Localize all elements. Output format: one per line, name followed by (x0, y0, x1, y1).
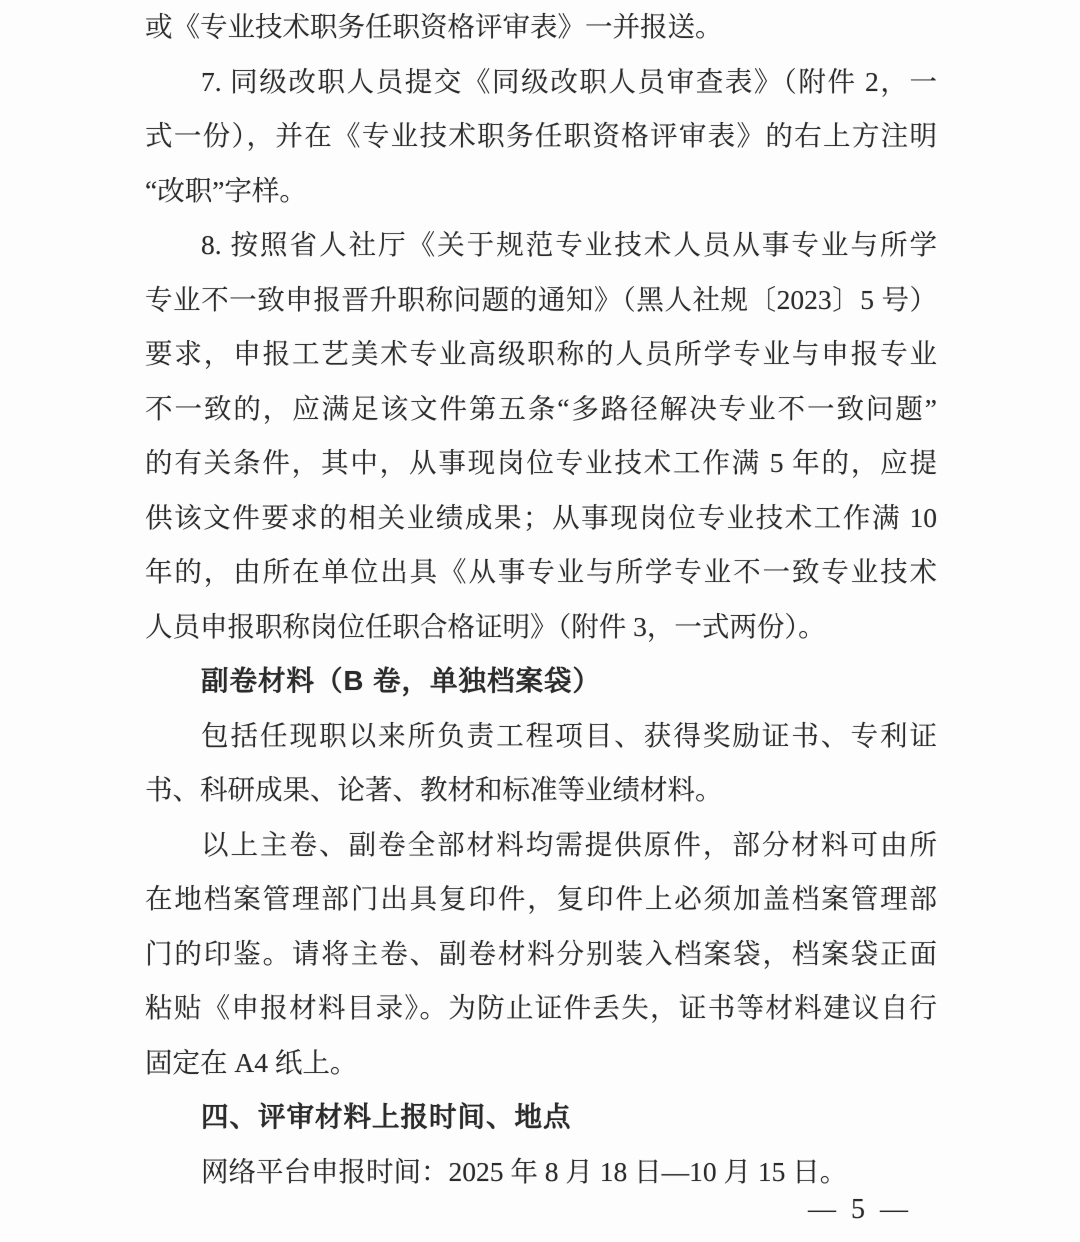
text-line: 副卷材料（B 卷，单独档案袋） (201, 665, 601, 696)
text-line: 年的，由所在单位出具《从事专业与所学专业不一致专业技术 (145, 556, 937, 587)
text-line: 四、评审材料上报时间、地点 (201, 1101, 572, 1132)
text-line: 8. 按照省人社厅《关于规范专业技术人员从事专业与所学 (201, 229, 937, 260)
text-line: 7. 同级改职人员提交《同级改职人员审查表》（附件 2，一 (201, 65, 937, 97)
text-line: 以上主卷、副卷全部材料均需提供原件，部分材料可由所 (201, 828, 937, 860)
text-line: 网络平台申报时间：2025 年 8 月 18 日—10 月 15 日。 (201, 1155, 848, 1187)
text-line: 不一致的，应满足该文件第五条“多路径解决专业不一致问题” (145, 392, 937, 424)
text-line: 包括任现职以来所负责工程项目、获得奖励证书、专利证 (201, 719, 937, 751)
text-line: 门的印鉴。请将主卷、副卷材料分别装入档案袋，档案袋正面 (145, 937, 937, 969)
text-line: 人员申报职称岗位任职合格证明》（附件 3，一式两份）。 (145, 610, 826, 642)
text-line: 要求，申报工艺美术专业高级职称的人员所学专业与申报专业 (145, 338, 937, 369)
page-number: — 5 — (808, 1194, 912, 1225)
text-line: 的有关条件，其中，从事现岗位专业技术工作满 5 年的，应提 (145, 447, 937, 478)
document-text (145, 0, 937, 1199)
text-line: 供该文件要求的相关业绩成果；从事现岗位专业技术工作满 10 (145, 501, 937, 533)
text-line: 式一份），并在《专业技术职务任职资格评审表》的右上方注明 (145, 120, 937, 151)
text-line: 专业不一致申报晋升职称问题的通知》（黑人社规〔2023〕5 号） (145, 283, 937, 315)
text-line: 固定在 A4 纸上。 (145, 1046, 358, 1078)
text-line: “改职”字样。 (145, 174, 307, 206)
text-line: 或《专业技术职务任职资格评审表》一并报送。 (145, 11, 723, 42)
text-line: 粘贴《申报材料目录》。为防止证件丢失，证书等材料建议自行 (145, 992, 937, 1023)
text-line: 在地档案管理部门出具复印件，复印件上必须加盖档案管理部 (145, 883, 937, 914)
text-line: 书、科研成果、论著、教材和标准等业绩材料。 (145, 774, 723, 805)
